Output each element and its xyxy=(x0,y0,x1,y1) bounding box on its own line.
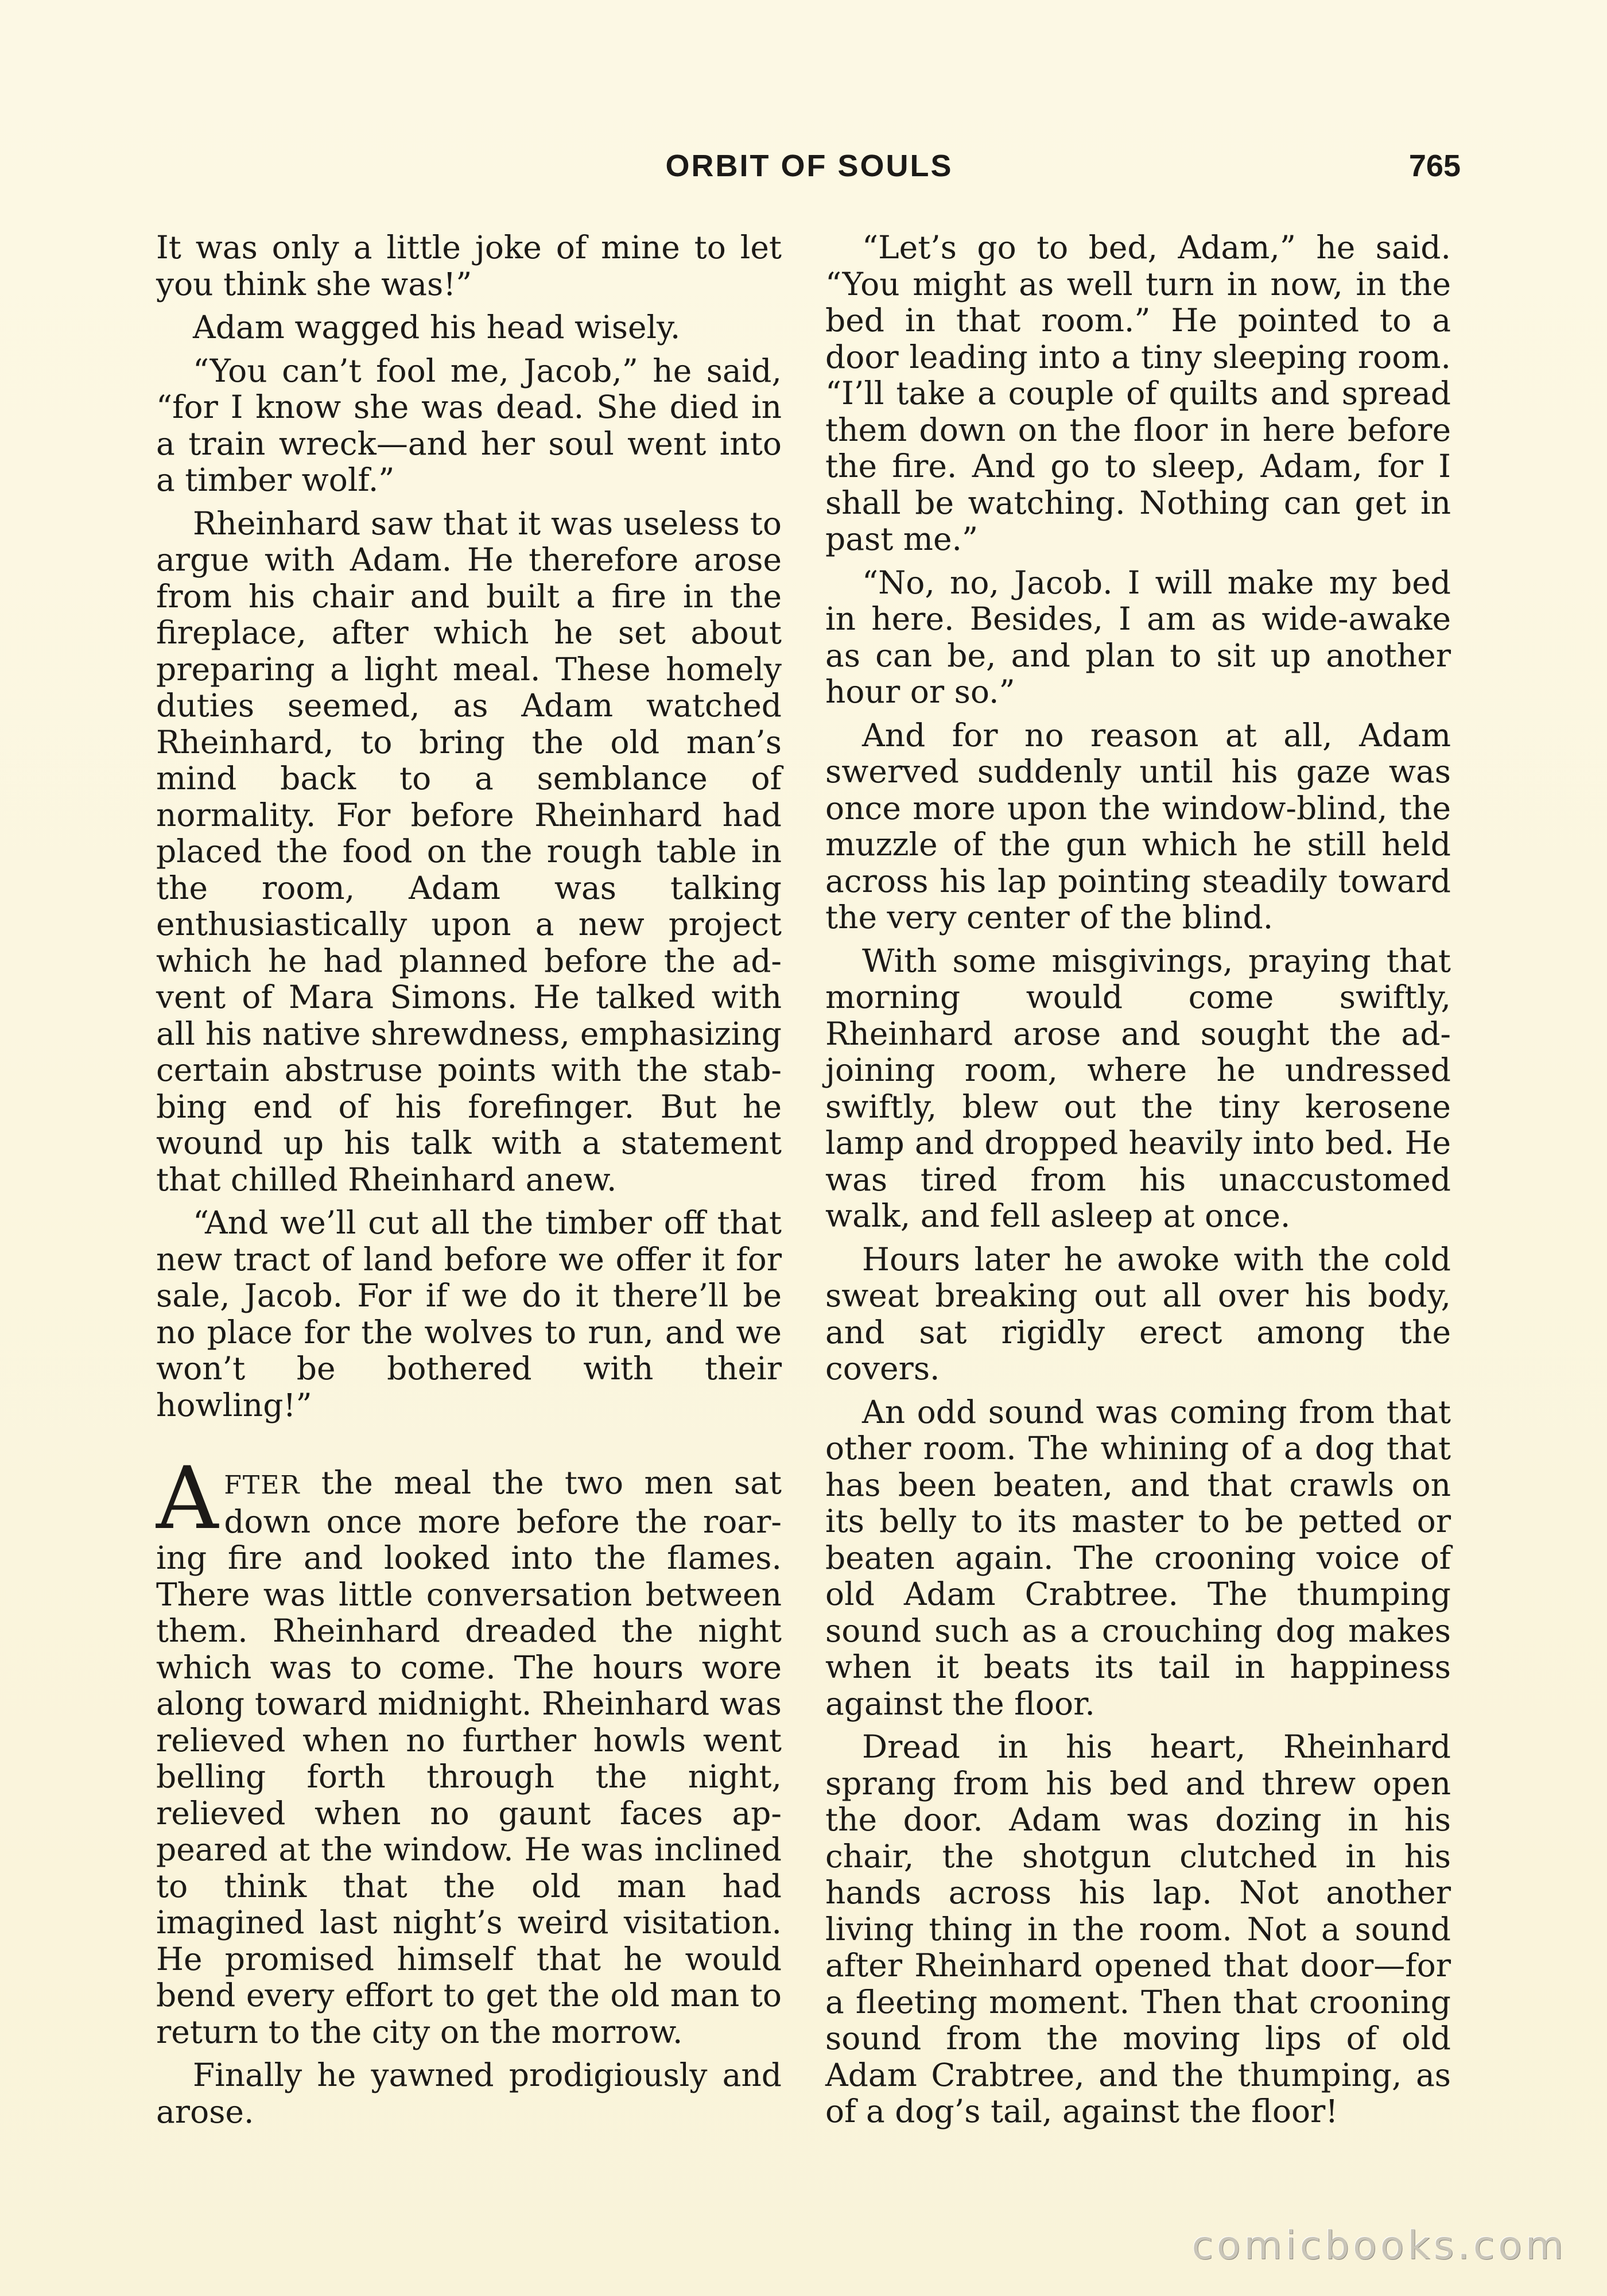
drop-cap: A xyxy=(156,1449,219,1549)
section-break xyxy=(156,1430,782,1465)
paragraph: “Let’s go to bed, Adam,” he said. “You might as well turn in now, in the bed in that room.” He pointed to a door leading into a tiny sleeping room. “I’ll take a couple of quilts and spread them down on the floor in here before the fire. And go to sleep, Adam, for I shall be watching. Nothing can get in past me.” xyxy=(825,229,1451,557)
paragraph: Hours later he awoke with the cold sweat breaking out all over his body, and sat rigidly erect among the covers. xyxy=(825,1240,1451,1387)
paragraph: Finally he yawned prodigiously and arose. xyxy=(156,2057,782,2130)
paragraph: Rheinhard saw that it was useless to argue with Adam. He therefore arose from his chair and built a fire in the fireplace, after which he set about preparing a light meal. These homely duties seemed, as Adam watched Rheinhard, to bring the old man’s mind back to a semblance of normality. For before Rheinhard had placed the food on the rough table in the room, Adam was talking enthusiastically upon a new project which he had planned before the advent of Mara Simons. He talked with all his native shrewdness, emphasizing certain abstruse points with the stabbing end of his forefinger. But he wound up his talk with a statement that chilled Rheinhard anew. xyxy=(156,505,782,1198)
paragraph: An odd sound was coming from that other room. The whining of a dog that has been beaten, and that crawls on its belly to its master to be petted or beaten again. The crooning voice of old Adam Crabtree. The thumping sound such as a crouching dog makes when it beats its tail in happiness against the floor. xyxy=(825,1393,1451,1722)
page-number: 765 xyxy=(1408,149,1461,183)
lead-in-small-caps: FTER xyxy=(224,1471,301,1500)
section-opening-paragraph xyxy=(156,1449,782,2050)
paragraph-text: the meal the two men sat down once more before the roaring fire and looked into the flames. There was little conversation between them. Rheinhard dreaded the night which was to come. The hours wore along toward midnight. Rheinhard was relieved when no further howls went belling forth through the night, relieved when no gaunt faces appeared at the window. He was inclined to think that the old man had imagined last night’s weird visitation. He promised himself that he would bend every effort to get the old man to return to the city on the morrow. xyxy=(156,1464,782,2050)
site-watermark: comicbooks.com xyxy=(1191,2223,1567,2268)
paragraph: And for no reason at all, Adam swerved suddenly until his gaze was once more upon the window-blind, the muzzle of the gun which he still held across his lap pointing steadily toward the very center of the blind. xyxy=(825,716,1451,936)
paragraph: With some misgivings, praying that morning would come swiftly, Rheinhard arose and sought the adjoining room, where he undressed swiftly, blew out the tiny kerosene lamp and dropped heavily into bed. He was tired from his unaccustomed walk, and fell asleep at once. xyxy=(825,942,1451,1234)
right-column xyxy=(825,230,1451,2137)
left-column xyxy=(156,230,782,2137)
running-title: ORBIT OF SOULS xyxy=(665,149,953,183)
paragraph: It was only a little joke of mine to let you think she was!” xyxy=(156,229,782,302)
paragraph: “You can’t fool me, Jacob,” he said, “for I know she was dead. She died in a train wreck—and her soul went into a timber wolf.” xyxy=(156,352,782,498)
paragraph: “And we’ll cut all the timber off that new tract of land before we offer it for sale, Jacob. For if we do it there’ll be no place for the wolves to run, and we won’t be bothered with their howling!” xyxy=(156,1204,782,1424)
paragraph: “No, no, Jacob. I will make my bed in here. Besides, I am as wide-awake as can be, and plan to sit up another hour or so.” xyxy=(825,564,1451,710)
paragraph: Dread in his heart, Rheinhard sprang from his bed and threw open the door. Adam was dozing in his chair, the shotgun clutched in his hands across his lap. Not another living thing in the room. Not a sound after Rheinhard opened that door—for a fleeting moment. Then that crooning sound from the moving lips of old Adam Crabtree, and the thumping, as of a dog’s tail, against the floor! xyxy=(825,1728,1451,2130)
page-header xyxy=(158,142,1461,194)
paragraph: Adam wagged his head wisely. xyxy=(193,309,681,346)
